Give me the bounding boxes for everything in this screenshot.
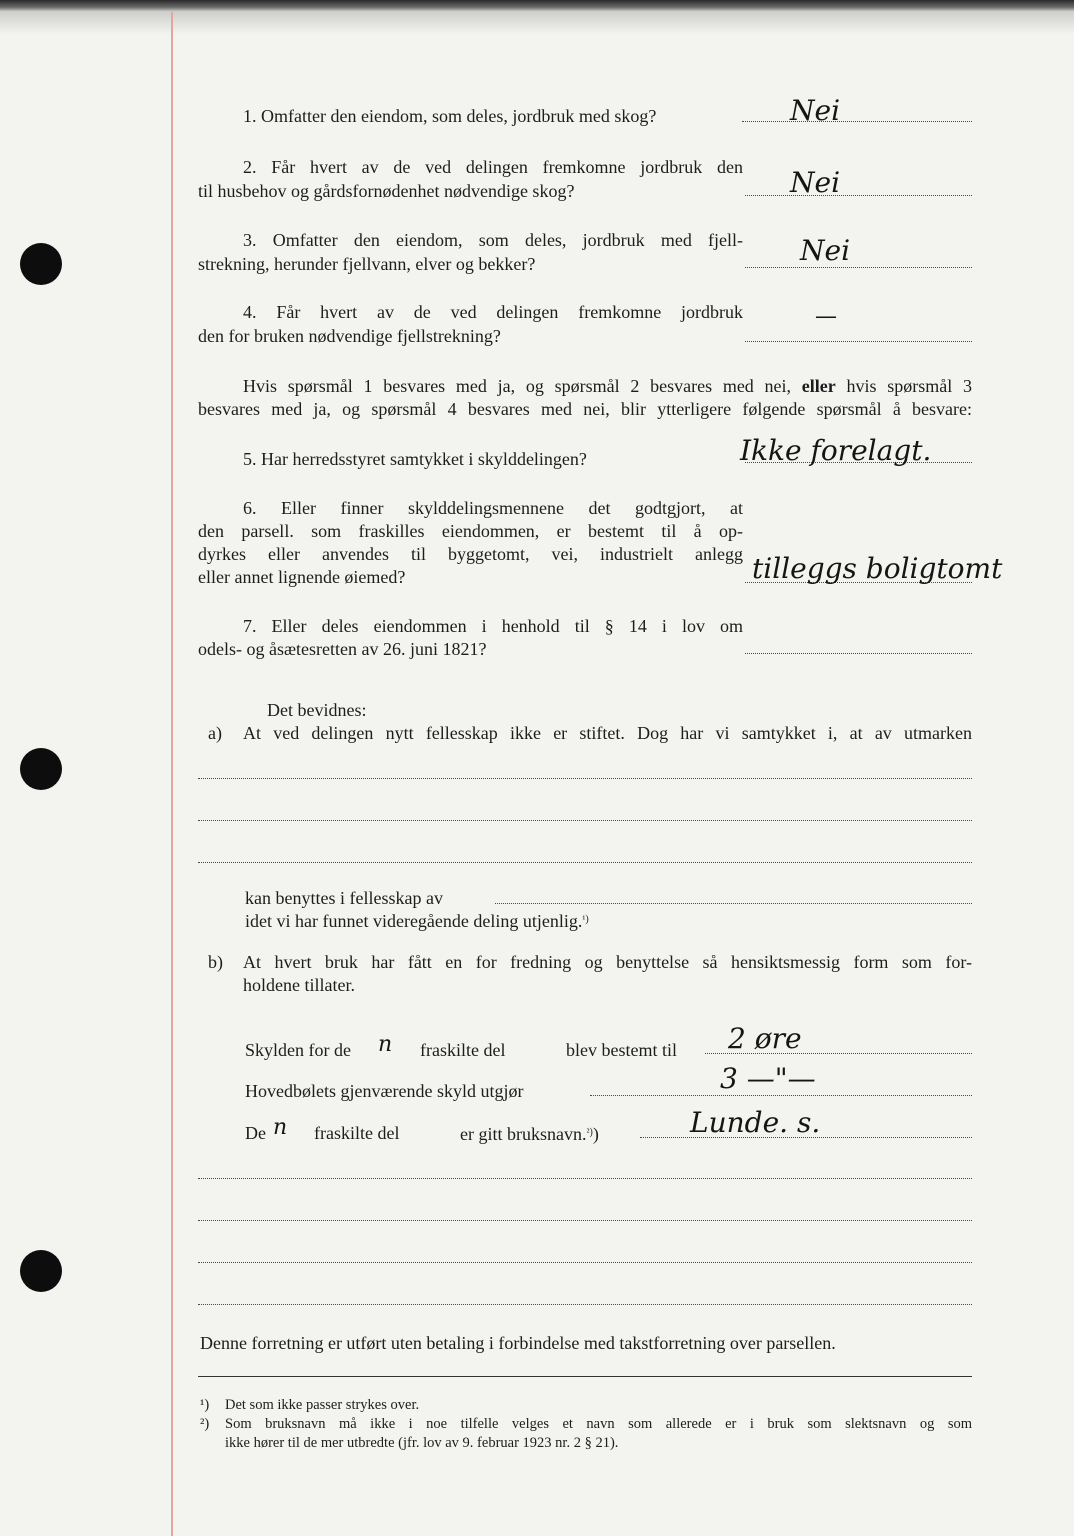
condition-line-1: Hvis spørsmål 1 besvares med ja, og spørsmål 2 besvares med nei, eller hvis spørsmål 3 (243, 376, 973, 396)
certify-b-label: b) (208, 952, 223, 972)
tax-line-2: Hovedbølets gjenværende skyld utgjør (245, 1081, 524, 1101)
question-1: 1. Omfatter den eiendom, som deles, jordbruk med skog? (243, 106, 657, 126)
blank-line-a3 (198, 862, 972, 863)
question-2-line-2: til husbehov og gårdsfornødenhet nødvendige skog? (198, 181, 575, 201)
blank-line-b3 (198, 1262, 972, 1263)
footnote-1: Det som ikke passer strykes over. (225, 1397, 420, 1413)
certify-a-text: At ved delingen nytt fellesskap ikke er stiftet. Dog har vi samtykket i, at av utmarken (243, 723, 972, 743)
tax-line-3-a: De (245, 1123, 266, 1143)
blank-line-b2 (198, 1220, 972, 1221)
footnote-1-mark: ¹) (200, 1397, 210, 1413)
certify-a-label: a) (208, 723, 222, 743)
tax-line-3-b: fraskilte del (314, 1123, 400, 1143)
certify-b-line-1: At hvert bruk har fått en for fredning og benyttelse så hensiktsmessig form som for- (243, 952, 972, 972)
answer-2-handwritten: Nei (790, 166, 841, 199)
tax-line-1-c: blev bestemt til (566, 1040, 677, 1060)
answer-line-3 (745, 267, 972, 268)
question-3-line-2: strekning, herunder fjellvann, elver og bekker? (198, 254, 536, 274)
punch-hole-middle (20, 748, 62, 790)
question-4-line-1: 4. Får hvert av de ved delingen fremkomne jordbruk (243, 302, 743, 322)
tax-line-1-hand: n (378, 1032, 393, 1057)
scan-shadow (0, 12, 1074, 34)
tax-answer-3-handwritten: Lunde. s. (690, 1106, 821, 1139)
question-4-line-2: den for bruken nødvendige fjellstrekning? (198, 326, 501, 346)
footnote-rule (198, 1376, 972, 1377)
punch-hole-top (20, 243, 62, 285)
question-6-line-3: dyrkes eller anvendes til byggetomt, vei, industrielt anlegg (198, 544, 743, 564)
blank-line-a2 (198, 820, 972, 821)
tax-line-1-a: Skylden for de (245, 1040, 351, 1060)
scan-edge (0, 0, 1074, 12)
question-2-line-1: 2. Får hvert av de ved delingen fremkomne jordbruk den (243, 157, 743, 177)
question-7-line-2: odels- og åsætesretten av 26. juni 1821? (198, 639, 487, 659)
answer-1-handwritten: Nei (790, 94, 841, 127)
answer-line-2 (745, 195, 972, 196)
footnote-2-line-1: Som bruksnavn må ikke i noe tilfelle velges et navn som allerede er i bruk som slektsnavn og som (225, 1416, 972, 1432)
footnote-2-mark: ²) (200, 1416, 210, 1432)
certify-heading: Det bevidnes: (267, 700, 367, 720)
tax-line-1-b: fraskilte del (420, 1040, 506, 1060)
answer-5-handwritten: Ikke forelagt. (740, 434, 932, 467)
shared-use-label: kan benyttes i fellesskap av (245, 888, 443, 908)
finding-text: idet vi har funnet videregående deling utjenlig.$^{^1)}$ (245, 911, 589, 931)
question-6-line-2: den parsell. som fraskilles eiendommen, er bestemt til å op- (198, 521, 743, 541)
tax-answer-2-handwritten: 3 —"— (720, 1062, 816, 1095)
condition-line-2: besvares med ja, og spørsmål 4 besvares med nei, blir ytterligere følgende spørsmål å besvare: (198, 399, 972, 419)
question-5: 5. Har herredsstyret samtykket i skylddelingen? (243, 449, 587, 469)
answer-line-7 (745, 653, 972, 654)
shared-use-line (495, 903, 972, 904)
tax-answer-line-2 (590, 1095, 972, 1096)
question-3-line-1: 3. Omfatter den eiendom, som deles, jordbruk med fjell- (243, 230, 743, 250)
tax-answer-1-handwritten: 2 øre (728, 1022, 802, 1055)
answer-line-4 (745, 341, 972, 342)
margin-line (171, 12, 173, 1536)
blank-line-b4 (198, 1304, 972, 1305)
blank-line-b1 (198, 1178, 972, 1179)
question-6-line-4: eller annet lignende øiemed? (198, 567, 406, 587)
tax-line-3-hand: n (273, 1115, 288, 1140)
answer-line-1 (742, 121, 972, 122)
blank-line-a1 (198, 778, 972, 779)
footnote-2-line-2: ikke hører til de mer utbredte (jfr. lov av 9. februar 1923 nr. 2 § 21). (225, 1435, 619, 1451)
question-7-line-1: 7. Eller deles eiendommen i henhold til § 14 i lov om (243, 616, 743, 636)
certify-b-line-2: holdene tillater. (243, 975, 355, 995)
question-6-line-1: 6. Eller finner skylddelingsmennene det godtgjort, at (243, 498, 743, 518)
punch-hole-bottom (20, 1250, 62, 1292)
answer-3-handwritten: Nei (800, 234, 851, 267)
tax-line-3-c: er gitt bruksnavn.$^{^2)}$) (460, 1124, 599, 1144)
closing-statement: Denne forretning er utført uten betaling i forbindelse med takstforretning over parsellen. (200, 1333, 836, 1353)
answer-4-handwritten-dash: — (815, 304, 837, 329)
answer-6-handwritten: tilleggs boligtomt (752, 552, 1003, 585)
